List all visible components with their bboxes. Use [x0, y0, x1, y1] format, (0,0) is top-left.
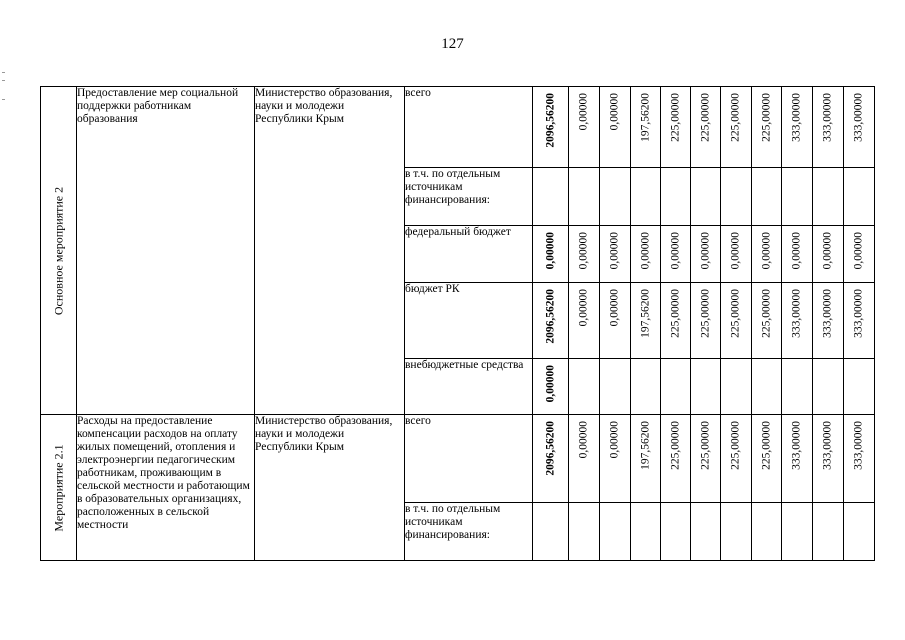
page-number: 127 [441, 36, 464, 52]
year-amount-cell [691, 226, 721, 283]
year-amount-cell [813, 226, 844, 283]
amount-value: 333,00000 [790, 421, 803, 470]
year-amount-cell [569, 87, 600, 168]
amount-value: 0,00000 [577, 232, 590, 270]
total-amount-cell [533, 359, 569, 415]
year-amount-cell [691, 359, 721, 415]
year-amount-cell [721, 503, 752, 561]
year-amount-cell [600, 283, 631, 359]
program-funding-table [40, 86, 875, 561]
amount-value: 0,00000 [608, 232, 621, 270]
year-amount-cell [569, 168, 600, 226]
year-amount-cell [782, 168, 813, 226]
year-amount-cell [721, 168, 752, 226]
year-amount-cell [691, 503, 721, 561]
year-amount-cell [691, 87, 721, 168]
year-amount-cell [631, 283, 661, 359]
amount-value: 225,00000 [729, 93, 742, 142]
year-amount-cell [844, 87, 875, 168]
year-amount-cell [844, 503, 875, 561]
amount-value: 333,00000 [821, 93, 834, 142]
measure-name: Расходы на предоставление компенсации расходов на оплату жилых помещений, отопления и электроэнергии педагогическим работникам, проживающим в сельской местности и работающим в образовательных организациях, расположенных в сельской местности [77, 415, 250, 531]
year-amount-cell [721, 415, 752, 503]
amount-value: 333,00000 [852, 421, 865, 470]
measure-label: Основное мероприятие 2 [51, 186, 65, 315]
scan-edge-mark [2, 99, 5, 100]
year-amount-cell [631, 87, 661, 168]
amount-value: 0,00000 [577, 289, 590, 327]
year-amount-cell [782, 359, 813, 415]
year-amount-cell [691, 168, 721, 226]
year-amount-cell [813, 87, 844, 168]
year-amount-cell [600, 87, 631, 168]
year-amount-cell [661, 226, 691, 283]
year-amount-cell [813, 168, 844, 226]
year-amount-cell [752, 168, 782, 226]
amount-value: 225,00000 [699, 421, 711, 470]
year-amount-cell [661, 168, 691, 226]
funding-source-cell [405, 415, 533, 503]
year-amount-cell [813, 359, 844, 415]
year-amount-cell [844, 226, 875, 283]
amount-value: 0,00000 [821, 232, 834, 270]
year-amount-cell [844, 283, 875, 359]
year-amount-cell [600, 503, 631, 561]
total-amount-cell [533, 415, 569, 503]
year-amount-cell [691, 415, 721, 503]
year-amount-cell [569, 226, 600, 283]
amount-value: 225,00000 [669, 421, 681, 470]
amount-value: 333,00000 [821, 421, 834, 470]
amount-value: 0,00000 [544, 365, 556, 403]
amount-value: 225,00000 [729, 289, 742, 338]
year-amount-cell [600, 226, 631, 283]
amount-value: 2096,56200 [544, 289, 556, 344]
amount-value: 225,00000 [699, 289, 711, 338]
year-amount-cell [752, 415, 782, 503]
amount-value: 333,00000 [821, 289, 834, 338]
funding-source-cell [405, 226, 533, 283]
funding-source-cell [405, 87, 533, 168]
funding-source-cell [405, 359, 533, 415]
year-amount-cell [782, 283, 813, 359]
amount-value: 0,00000 [577, 93, 590, 131]
amount-value: 0,00000 [608, 289, 621, 327]
scan-edge-mark [2, 72, 5, 73]
year-amount-cell [844, 415, 875, 503]
total-amount-cell [533, 283, 569, 359]
year-amount-cell [813, 503, 844, 561]
funding-source-cell [405, 503, 533, 561]
year-amount-cell [569, 283, 600, 359]
amount-value: 225,00000 [699, 93, 711, 142]
year-amount-cell [813, 283, 844, 359]
funding-source: внебюджетные средства [405, 359, 524, 371]
funding-source: всего [405, 415, 431, 427]
year-amount-cell [752, 503, 782, 561]
amount-value: 0,00000 [544, 232, 556, 270]
amount-value: 197,56200 [639, 93, 651, 142]
amount-value: 333,00000 [852, 289, 865, 338]
measure-name-cell [77, 415, 255, 561]
amount-value: 0,00000 [608, 93, 621, 131]
amount-value: 225,00000 [760, 93, 772, 142]
year-amount-cell [813, 415, 844, 503]
year-amount-cell [661, 359, 691, 415]
funding-source: федеральный бюджет [405, 226, 511, 238]
year-amount-cell [631, 359, 661, 415]
year-amount-cell [631, 226, 661, 283]
year-amount-cell [661, 87, 691, 168]
measure-label: Мероприятие 2.1 [51, 443, 65, 532]
amount-value: 225,00000 [729, 421, 742, 470]
amount-value: 197,56200 [639, 421, 651, 470]
year-amount-cell [782, 87, 813, 168]
year-amount-cell [600, 415, 631, 503]
year-amount-cell [569, 503, 600, 561]
year-amount-cell [631, 503, 661, 561]
amount-value: 225,00000 [760, 421, 772, 470]
executor-cell [255, 415, 405, 561]
scan-edge-mark [2, 80, 5, 81]
year-amount-cell [844, 359, 875, 415]
amount-value: 0,00000 [852, 232, 865, 270]
year-amount-cell [631, 415, 661, 503]
year-amount-cell [569, 359, 600, 415]
total-amount-cell [533, 168, 569, 226]
amount-value: 0,00000 [639, 232, 651, 270]
year-amount-cell [844, 168, 875, 226]
amount-value: 0,00000 [790, 232, 803, 270]
total-amount-cell [533, 503, 569, 561]
year-amount-cell [752, 226, 782, 283]
executor-name: Министерство образования, науки и молодежи Республики Крым [255, 87, 393, 125]
executor-cell [255, 87, 405, 415]
year-amount-cell [600, 359, 631, 415]
year-amount-cell [721, 226, 752, 283]
year-amount-cell [752, 359, 782, 415]
year-amount-cell [782, 415, 813, 503]
year-amount-cell [752, 87, 782, 168]
measure-name-cell [77, 87, 255, 415]
amount-value: 0,00000 [577, 421, 590, 459]
amount-value: 225,00000 [669, 93, 681, 142]
funding-source-cell [405, 283, 533, 359]
measure-label-cell [41, 87, 77, 415]
table-row [41, 415, 875, 503]
year-amount-cell [661, 283, 691, 359]
amount-value: 333,00000 [790, 93, 803, 142]
year-amount-cell [569, 415, 600, 503]
amount-value: 0,00000 [699, 232, 711, 270]
year-amount-cell [661, 415, 691, 503]
amount-value: 2096,56200 [544, 421, 556, 476]
total-amount-cell [533, 87, 569, 168]
amount-value: 225,00000 [760, 289, 772, 338]
year-amount-cell [661, 503, 691, 561]
amount-value: 197,56200 [639, 289, 651, 338]
year-amount-cell [752, 283, 782, 359]
funding-source: в т.ч. по отдельным источникам финансирования: [405, 503, 501, 541]
amount-value: 225,00000 [669, 289, 681, 338]
year-amount-cell [721, 87, 752, 168]
amount-value: 0,00000 [729, 232, 742, 270]
year-amount-cell [631, 168, 661, 226]
total-amount-cell [533, 226, 569, 283]
amount-value: 0,00000 [669, 232, 681, 270]
year-amount-cell [721, 359, 752, 415]
amount-value: 2096,56200 [544, 93, 556, 148]
measure-name: Предоставление мер социальной поддержки работникам образования [77, 87, 239, 125]
year-amount-cell [782, 503, 813, 561]
amount-value: 0,00000 [760, 232, 772, 270]
year-amount-cell [721, 283, 752, 359]
funding-source: бюджет РК [405, 283, 460, 295]
amount-value: 333,00000 [790, 289, 803, 338]
year-amount-cell [691, 283, 721, 359]
executor-name: Министерство образования, науки и молодежи Республики Крым [255, 415, 393, 453]
amount-value: 333,00000 [852, 93, 865, 142]
funding-source-cell [405, 168, 533, 226]
measure-label-cell [41, 415, 77, 561]
funding-source: всего [405, 87, 431, 99]
funding-source: в т.ч. по отдельным источникам финансирования: [405, 168, 501, 206]
amount-value: 0,00000 [608, 421, 621, 459]
year-amount-cell [600, 168, 631, 226]
table-row [41, 87, 875, 168]
year-amount-cell [782, 226, 813, 283]
